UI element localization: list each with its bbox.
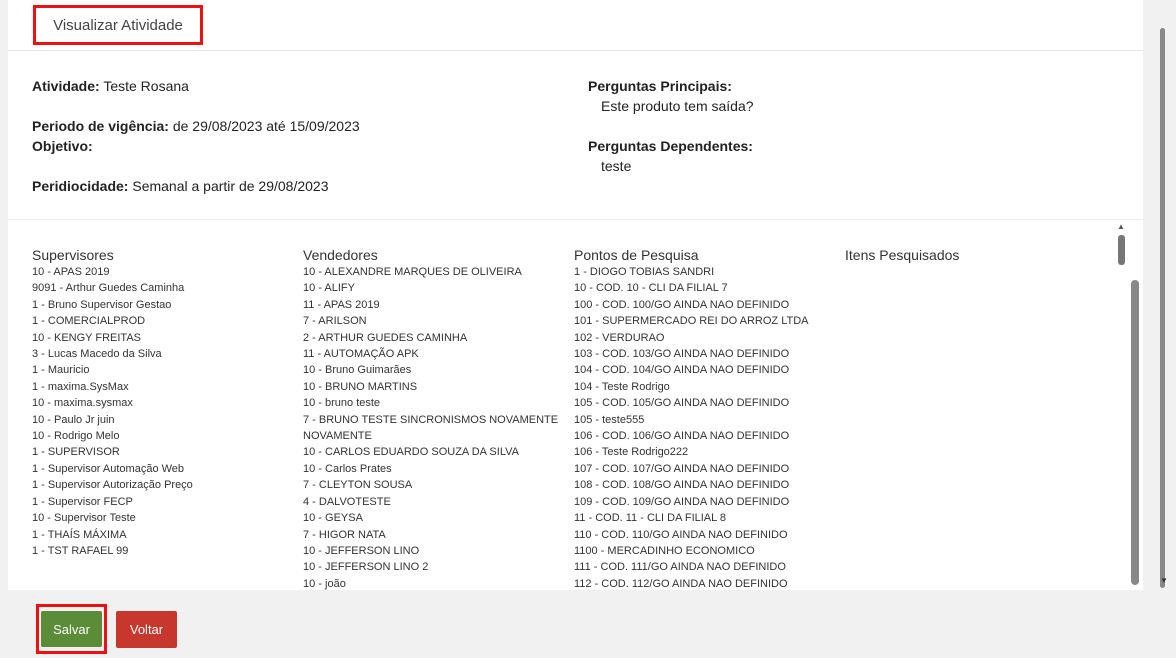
list-item: 10 - Bruno Guimarães [303, 364, 412, 377]
list-item: 11 - APAS 2019 [303, 298, 380, 311]
list-item: 10 - maxima.sysmax [32, 397, 133, 410]
list-item: 10 - BRUNO MARTINS [303, 380, 418, 393]
list-item: 108 - COD. 108/GO AINDA NAO DEFINIDO [574, 479, 790, 492]
list-item: 104 - Teste Rodrigo [574, 380, 670, 393]
perguntas-principais-label-row [588, 78, 732, 94]
lists-panel[interactable] [8, 220, 1143, 590]
list-item: 10 - KENGY FREITAS [32, 331, 142, 344]
list-item: 7 - CLEYTON SOUSA [303, 479, 413, 492]
periodo-row [32, 118, 360, 134]
list-item: 7 - ARILSON [303, 315, 367, 328]
pontos-header: Pontos de Pesquisa [574, 247, 699, 263]
save-button[interactable]: Salvar [41, 611, 102, 647]
objetivo-row [32, 138, 93, 154]
periodo-label: Periodo de vigência: [32, 118, 169, 134]
list-item: 1100 - MERCADINHO ECONOMICO [574, 544, 755, 557]
perguntas-dependentes-label: Perguntas Dependentes: [588, 138, 753, 154]
list-item: 10 - Supervisor Teste [32, 512, 136, 525]
list-item: 9091 - Arthur Guedes Caminha [32, 282, 185, 295]
supervisores-header: Supervisores [32, 247, 114, 263]
list-item: 104 - COD. 104/GO AINDA NAO DEFINIDO [574, 364, 790, 377]
periodicidade-row [32, 178, 329, 194]
periodo-value: de 29/08/2023 até 15/09/2023 [168, 118, 360, 134]
list-item: 106 - COD. 106/GO AINDA NAO DEFINIDO [574, 430, 790, 443]
list-item: 4 - DALVOTESTE [303, 495, 391, 508]
list-item: 10 - ALIFY [303, 282, 355, 295]
list-item: 11 - COD. 11 - CLI DA FILIAL 8 [574, 512, 727, 525]
supervisores-column [32, 246, 292, 559]
itens-column [845, 246, 1105, 264]
list-item: 1 - COMERCIALPROD [32, 315, 146, 328]
list-item: 10 - CARLOS EDUARDO SOUZA DA SILVA [303, 446, 519, 459]
list-item: 111 - COD. 111/GO AINDA NAO DEFINIDO [574, 561, 786, 574]
list-item: 112 - COD. 112/GO AINDA NAO DEFINIDO [574, 577, 788, 590]
list-item: 103 - COD. 103/GO AINDA NAO DEFINIDO [574, 348, 790, 361]
list-item: 1 - THAÍS MÁXIMA [32, 528, 127, 541]
atividade-label: Atividade: [32, 78, 100, 94]
periodicidade-label: Peridiocidade: [32, 178, 129, 194]
list-item: 7 - BRUNO TESTE SINCRONISMOS NOVAMENTE [303, 413, 559, 426]
list-item: 102 - VERDURAO [574, 331, 665, 344]
list-item: 1 - SUPERVISOR [32, 446, 120, 459]
list-item: 10 - joão [303, 577, 346, 590]
list-item: 1 - maxima.SysMax [32, 380, 129, 393]
list-item: 1 - Mauricio [32, 364, 90, 377]
list-item: 106 - Teste Rodrigo222 [574, 446, 689, 459]
list-item: 3 - Lucas Macedo da Silva [32, 348, 162, 361]
periodicidade-value: Semanal a partir de 29/08/2023 [128, 178, 329, 194]
list-item: 1 - TST RAFAEL 99 [32, 544, 129, 557]
list-item: 7 - HIGOR NATA [303, 528, 386, 541]
save-button-highlight [36, 604, 107, 654]
perguntas-principais-label: Perguntas Principais: [588, 78, 732, 94]
inner-scrollbar-thumb[interactable] [1118, 235, 1125, 265]
list-item: 100 - COD. 100/GO AINDA NAO DEFINIDO [574, 298, 790, 311]
list-item: 109 - COD. 109/GO AINDA NAO DEFINIDO [574, 495, 790, 508]
activity-card [8, 0, 1143, 219]
objetivo-label: Objetivo: [32, 138, 93, 154]
list-item: 10 - Paulo Jr juin [32, 413, 115, 426]
pontos-list [574, 264, 839, 590]
list-item: 101 - SUPERMERCADO REI DO ARROZ LTDA [574, 315, 809, 328]
list-item: 10 - Carlos Prates [303, 462, 392, 475]
list-item: 10 - GEYSA [303, 512, 363, 525]
page-scrollbar-thumb[interactable] [1160, 28, 1165, 588]
list-item: 10 - Rodrigo Melo [32, 430, 120, 443]
list-item: 1 - Bruno Supervisor Gestao [32, 298, 172, 311]
list-item: 10 - COD. 10 - CLI DA FILIAL 7 [574, 282, 728, 295]
itens-header: Itens Pesquisados [845, 247, 960, 263]
list-item: 1 - Supervisor FECP [32, 495, 133, 508]
list-item: 10 - JEFFERSON LINO 2 [303, 561, 429, 574]
list-item: 1 - Supervisor Automação Web [32, 462, 185, 475]
back-button[interactable]: Voltar [116, 611, 177, 648]
scroll-up-arrow-icon[interactable]: ▲ [1117, 222, 1125, 231]
list-item: 2 - ARTHUR GUEDES CAMINHA [303, 331, 468, 344]
list-item: 10 - bruno teste [303, 397, 381, 410]
list-item: 110 - COD. 110/GO AINDA NAO DEFINIDO [574, 528, 788, 541]
list-item: 105 - teste555 [574, 413, 645, 426]
atividade-value: Teste Rosana [99, 78, 189, 94]
list-item: 11 - AUTOMAÇÃO APK [303, 348, 419, 361]
perguntas-dependentes-value: teste [601, 158, 632, 174]
vendedores-column [303, 246, 568, 590]
perguntas-principais-value: Este produto tem saída? [601, 98, 754, 114]
list-item: NOVAMENTE [303, 430, 372, 443]
list-item: 10 - JEFFERSON LINO [303, 544, 420, 557]
page-title: Visualizar Atividade [33, 5, 203, 45]
list-item: 105 - COD. 105/GO AINDA NAO DEFINIDO [574, 397, 790, 410]
list-item: 107 - COD. 107/GO AINDA NAO DEFINIDO [574, 462, 790, 475]
list-scrollbar-thumb[interactable] [1131, 280, 1139, 585]
vendedores-list [303, 264, 568, 590]
atividade-row [32, 78, 189, 94]
list-item: 10 - ALEXANDRE MARQUES DE OLIVEIRA [303, 266, 522, 278]
pontos-column [574, 246, 839, 590]
list-item: 1 - DIOGO TOBIAS SANDRI [574, 266, 715, 278]
vendedores-header: Vendedores [303, 247, 378, 263]
list-item: 1 - Supervisor Autorização Preço [32, 479, 193, 492]
page-header [8, 0, 1143, 51]
list-item: 10 - APAS 2019 [32, 266, 110, 278]
perguntas-dependentes-label-row [588, 138, 753, 154]
supervisores-list [32, 264, 292, 559]
activity-info [8, 51, 1143, 219]
scroll-down-arrow-icon[interactable]: ▼ [1160, 576, 1168, 585]
